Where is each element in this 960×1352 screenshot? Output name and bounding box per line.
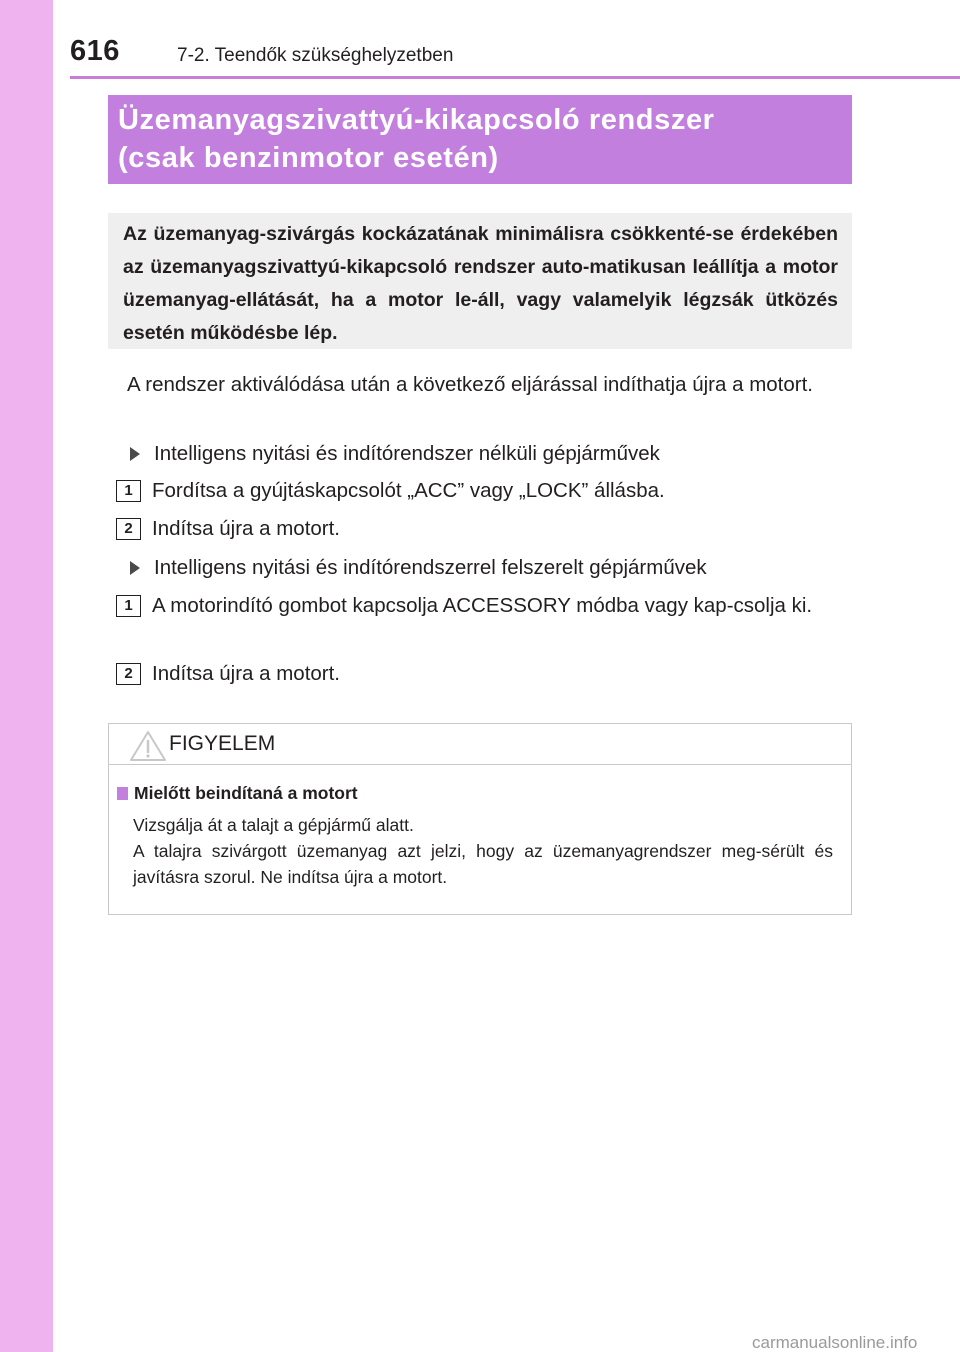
body-paragraph: A rendszer aktiválódása után a következő eljárással indíthatja újra a motort. <box>127 373 813 396</box>
step-text: Indítsa újra a motort. <box>152 662 341 685</box>
step-text: A motorindító gombot kapcsolja ACCESSORY módba vagy kap-csolja ki. <box>152 594 813 617</box>
triangle-bullet-icon <box>130 447 140 461</box>
section-title-line1: Üzemanyagszivattyú-kikapcsoló rendszer <box>118 104 715 136</box>
group-heading-text: Intelligens nyitási és indítórendszer nélküli gépjárművek <box>154 442 660 465</box>
warning-text <box>133 812 833 890</box>
warning-subheading-text: Mielőtt beindítaná a motort <box>134 783 358 803</box>
step-text: Fordítsa a gyújtáskapcsolót „ACC” vagy „LOCK” állásba. <box>152 479 665 502</box>
intro-text: Az üzemanyag-szivárgás kockázatának minimálisra csökkenté-se érdekében az üzemanyagszivattyú-kikapcsoló rendszer auto-matikusan leállítja a motor üzemanyag-ellátását, ha a motor le-áll, vagy valamelyik légzsák ütközés esetén működésbe lép. <box>123 223 838 344</box>
step-item <box>116 589 845 622</box>
watermark: carmanualsonline.info <box>752 1333 918 1352</box>
chapter-title: 7-2. Teendők szükséghelyzetben <box>177 45 454 66</box>
group-heading-text: Intelligens nyitási és indítórendszerrel felszerelt gépjárművek <box>154 556 707 579</box>
warning-triangle-icon <box>129 730 167 762</box>
warning-header <box>109 724 851 765</box>
step-number-badge: 2 <box>116 518 141 540</box>
step-number-badge: 1 <box>116 480 141 502</box>
triangle-bullet-icon <box>130 561 140 575</box>
step-text: Indítsa újra a motort. <box>152 517 341 540</box>
step-number-badge: 1 <box>116 595 141 617</box>
step-number-badge: 2 <box>116 663 141 685</box>
header-rule <box>70 76 960 79</box>
intro-box <box>108 213 852 349</box>
step-item <box>116 657 845 690</box>
warning-box <box>108 723 852 915</box>
step-item <box>116 474 845 507</box>
warning-line: A talajra szivárgott üzemanyag azt jelzi, hogy az üzemanyagrendszer meg-sérült és javításra szorul. Ne indítsa újra a motort. <box>133 841 833 887</box>
warning-subheading <box>117 782 358 804</box>
page-number: 616 <box>70 35 120 67</box>
warning-title: FIGYELEM <box>169 732 276 755</box>
square-bullet-icon <box>117 787 128 800</box>
step-item <box>116 512 845 545</box>
side-tab-strip <box>0 0 53 1352</box>
section-title-line2: (csak benzinmotor esetén) <box>118 142 499 174</box>
group-heading <box>128 555 707 581</box>
warning-line: Vizsgálja át a talajt a gépjármű alatt. <box>133 815 414 835</box>
section-banner <box>108 95 852 184</box>
group-heading <box>128 441 660 467</box>
